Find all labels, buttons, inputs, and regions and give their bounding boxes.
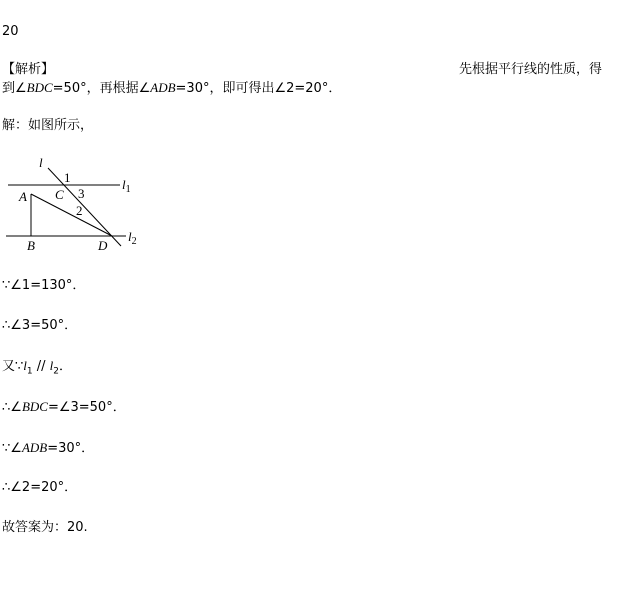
analysis-lead-text: 先根据平行线的性质，得 <box>459 62 603 77</box>
label-l2-sub: 2 <box>131 236 137 247</box>
solution-intro: 解：如图所示， <box>2 118 94 133</box>
step-1: ∵∠1=130°． <box>2 278 86 293</box>
analysis-text-3: =30°，即可得出∠2=20°． <box>175 81 342 96</box>
angle-bdc-label: BDC <box>26 80 53 95</box>
label-l1-sub: 1 <box>125 184 131 195</box>
analysis-line-2 <box>2 80 341 97</box>
analysis-text-1: 到∠ <box>2 81 27 96</box>
step-5-text-2: =30°． <box>47 441 95 456</box>
transversal-l <box>48 168 121 246</box>
step-6: ∴∠2=20°． <box>2 480 78 495</box>
label-l1 <box>122 177 131 195</box>
step-3-l1: l <box>23 358 27 373</box>
label-l2-base: l <box>128 229 132 244</box>
label-l2 <box>128 229 137 247</box>
label-A: A <box>19 189 27 204</box>
step-3-text-1: 又∵ <box>2 359 24 374</box>
analysis-heading: 【解析】 <box>2 62 55 77</box>
step-3-parallel: // <box>32 359 50 374</box>
step-3-l2-sub: 2 <box>53 366 60 377</box>
angle-3-label: 3 <box>78 186 85 201</box>
step-2: ∴∠3=50°． <box>2 318 78 333</box>
step-3-l2: l <box>49 358 54 373</box>
step-3-text-2: ． <box>59 359 73 374</box>
step-4-text-2: =∠3=50°． <box>47 400 126 415</box>
label-B: B <box>27 238 35 253</box>
label-C: C <box>55 187 64 202</box>
step-5-adb: ADB <box>21 440 48 455</box>
label-l: l <box>39 155 43 170</box>
step-4-text-1: ∴∠ <box>2 400 22 415</box>
segment-ad <box>31 194 112 236</box>
final-answer: 故答案为：20. <box>2 520 88 535</box>
geometry-figure <box>0 154 140 254</box>
step-3-l1-sub: 1 <box>26 366 33 377</box>
label-l1-base: l <box>122 177 126 192</box>
angle-2-label: 2 <box>76 203 83 218</box>
angle-1-label: 1 <box>64 170 71 185</box>
analysis-text-2: =50°，再根据∠ <box>52 81 151 96</box>
step-3 <box>2 358 72 380</box>
step-5-text-1: ∵∠ <box>2 441 22 456</box>
angle-adb-label: ADB <box>150 80 176 95</box>
label-D: D <box>98 238 108 253</box>
step-4-bdc: BDC <box>21 399 48 414</box>
step-5 <box>2 440 94 457</box>
step-4 <box>2 399 126 416</box>
answer-number: 20 <box>2 24 19 39</box>
